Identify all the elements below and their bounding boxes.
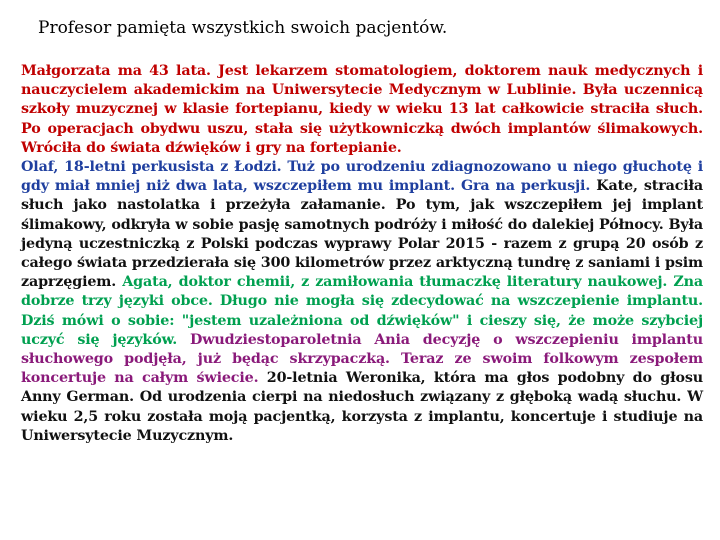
paragraph-ania: Dwudziestoparoletnia Ania decyzję o wszczepieniu implantu słuchowego podjęła, już będąc skrzypaczką. Teraz ze swoim folkowym zespołem koncertuje na całym świecie. <box>21 331 703 387</box>
paragraph-weronika: 20-letnia Weronika, która ma głos podobny do głosu Anny German. Od urodzenia cierpi na niedosłuch związany z głęboką wadą słuchu. W wieku 2,5 roku została moją pacjentką, korzysta z implantu, koncertuje i studiuje na Uniwersytecie Muzycznym. <box>21 370 703 444</box>
slide-title: Profesor pamięta wszystkich swoich pacjentów. <box>38 18 448 38</box>
patient-stories-text <box>21 62 703 446</box>
paragraph-agata: Agata, doktor chemii, z zamiłowania tłumaczkę literatury naukowej. Zna dobrze trzy języki obce. Długo nie mogła się zdecydować na wszczepienie implantu. Dziś mówi o sobie: "jestem uzależniona od dźwięków" i cieszy się, że może szybciej uczyć się języków. <box>21 274 703 348</box>
paragraph-malgorzata: Małgorzata ma 43 lata. Jest lekarzem stomatologiem, doktorem nauk medycznych i nauczycielem akademickim na Uniwersytecie Medycznym w Lublinie. Była uczennicą szkoły muzycznej w klasie fortepianu, kiedy w wieku 13 lat całkowicie straciła słuch. Po operacjach obydwu uszu, stała się użytkowniczką dwóch implantów ślimakowych. Wróciła do świata dźwięków i gry na fortepianie. <box>21 63 703 156</box>
paragraph-olaf: Olaf, 18-letni perkusista z Łodzi. Tuż po urodzeniu zdiagnozowano u niego głuchotę i gdy miał mniej niż dwa lata, wszczepiłem mu implant. Gra na perkusji. <box>21 159 703 195</box>
paragraph-kate: Kate, straciła słuch jako nastolatka i przeżyła załamanie. Po tym, jak wszczepiłem jej implant ślimakowy, odkryła w sobie pasję samotnych podróży i miłość do dalekiej Północy. Była jedyną uczestniczką z Polski podczas wyprawy Polar 2015 - razem z grupą 20 osób z całego świata przedzierała się 300 kilometrów przez arktyczną tundrę z saniami i psim zaprzęgiem. <box>21 178 704 291</box>
